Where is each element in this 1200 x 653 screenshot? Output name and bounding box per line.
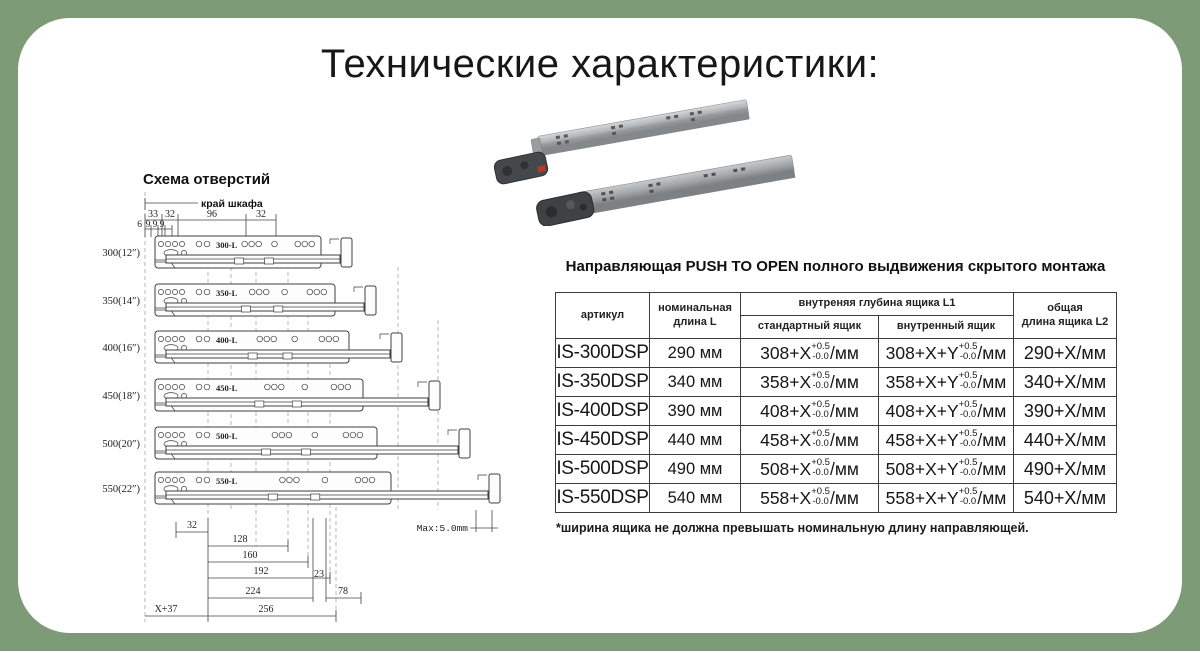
col-total-length-line2: длина ящика L2 (1021, 315, 1109, 328)
size-label: 350(14″) (102, 296, 140, 307)
content-panel (18, 18, 1182, 633)
slide-row (102, 472, 500, 504)
cell-standard-drawer: 508+X +0.5 -0.0 /мм (741, 455, 879, 484)
cell-article: IS-450DSP (556, 426, 650, 455)
size-label: 300(12″) (102, 248, 140, 259)
cell-inner-drawer: 408+X+Y +0.5 -0.0 /мм (879, 397, 1014, 426)
table-row (556, 426, 1117, 455)
tolerance-stack: +0.5 -0.0 (958, 457, 978, 479)
tolerance-stack: +0.5 -0.0 (811, 370, 830, 392)
cell-total-length: 540+X/мм (1014, 484, 1117, 513)
cell-inner-drawer: 558+X+Y +0.5 -0.0 /мм (879, 484, 1014, 513)
table-row (556, 484, 1117, 513)
cell-nominal-length: 440 мм (650, 426, 741, 455)
cell-article: IS-300DSP (556, 339, 650, 368)
size-label: 550(22″) (102, 484, 140, 495)
col-total-length (1014, 293, 1117, 339)
dim-max-gap: Max:5.0mm (416, 523, 468, 534)
diagram-title: Схема отверстий (143, 171, 271, 188)
cell-standard-drawer: 308+X +0.5 -0.0 /мм (741, 339, 879, 368)
table-row (556, 455, 1117, 484)
dim-b78: 78 (338, 586, 348, 597)
slide-row (102, 284, 376, 316)
dim-b160: 160 (242, 550, 258, 561)
cell-nominal-length: 340 мм (650, 368, 741, 397)
tolerance-stack: +0.5 -0.0 (811, 428, 830, 450)
col-inner-drawer: внутренный ящик (879, 316, 1014, 339)
slide-rail-bottom (569, 155, 796, 217)
slide-rows (102, 236, 500, 504)
bottom-dimensions (145, 510, 498, 622)
dim-b23: 23 (314, 569, 324, 580)
tolerance-stack: +0.5 -0.0 (811, 486, 830, 508)
dim-33: 33 (148, 209, 158, 220)
holes-diagram-svg (98, 170, 528, 648)
dim-x37: X+37 (154, 604, 178, 615)
tolerance-stack: +0.5 -0.0 (958, 341, 978, 363)
mounting-clip-right (535, 190, 595, 226)
cell-total-length: 340+X/мм (1014, 368, 1117, 397)
top-dimensions (137, 209, 276, 237)
table-row (556, 368, 1117, 397)
cell-nominal-length: 540 мм (650, 484, 741, 513)
spec-table (555, 292, 1117, 513)
cell-article: IS-550DSP (556, 484, 650, 513)
rail-label: 450-L (216, 383, 238, 393)
slide-rail-top (531, 100, 750, 158)
tolerance-stack: +0.5 -0.0 (811, 341, 830, 363)
tolerance-stack: +0.5 -0.0 (958, 399, 978, 421)
slide-row (102, 427, 470, 459)
cell-inner-drawer: 358+X+Y +0.5 -0.0 /мм (879, 368, 1014, 397)
tolerance-stack: +0.5 -0.0 (811, 399, 830, 421)
col-nominal-length-line1: номинальная (658, 301, 732, 314)
cell-standard-drawer: 408+X +0.5 -0.0 /мм (741, 397, 879, 426)
col-article: артикул (556, 293, 650, 339)
col-standard-drawer: стандартный ящик (741, 316, 879, 339)
dim-6: 6 (137, 220, 142, 230)
cell-standard-drawer: 458+X +0.5 -0.0 /мм (741, 426, 879, 455)
rail-label: 500-L (216, 431, 238, 441)
size-label: 450(18″) (102, 391, 140, 402)
tolerance-stack: +0.5 -0.0 (958, 428, 978, 450)
cell-article: IS-350DSP (556, 368, 650, 397)
col-nominal-length-line2: длина L (673, 315, 717, 328)
cell-article: IS-400DSP (556, 397, 650, 426)
cell-inner-drawer: 308+X+Y +0.5 -0.0 /мм (879, 339, 1014, 368)
cell-total-length: 290+X/мм (1014, 339, 1117, 368)
cell-nominal-length: 290 мм (650, 339, 741, 368)
cell-total-length: 440+X/мм (1014, 426, 1117, 455)
cell-nominal-length: 490 мм (650, 455, 741, 484)
size-label: 500(20″) (102, 439, 140, 450)
cell-inner-drawer: 458+X+Y +0.5 -0.0 /мм (879, 426, 1014, 455)
cell-article: IS-500DSP (556, 455, 650, 484)
cell-nominal-length: 390 мм (650, 397, 741, 426)
cell-total-length: 490+X/мм (1014, 455, 1117, 484)
cabinet-edge-label: край шкафа (201, 198, 263, 210)
cell-standard-drawer: 358+X +0.5 -0.0 /мм (741, 368, 879, 397)
tolerance-stack: +0.5 -0.0 (811, 457, 830, 479)
table-footnote: *ширина ящика не должна превышать номинальную длину направляющей. (556, 521, 1029, 535)
tolerance-stack: +0.5 -0.0 (958, 370, 978, 392)
dim-b224: 224 (245, 586, 261, 597)
dim-96: 96 (207, 209, 217, 220)
dim-b256: 256 (258, 604, 274, 615)
dim-9a: 9 (145, 220, 151, 230)
dim-9c: 9 (159, 220, 165, 230)
rail-label: 350-L (216, 288, 238, 298)
dim-9b: 9 (152, 220, 158, 230)
holes-diagram (98, 170, 528, 653)
tolerance-stack: +0.5 -0.0 (958, 486, 978, 508)
dim-b32: 32 (187, 520, 197, 531)
table-row (556, 339, 1117, 368)
size-label: 400(16″) (102, 343, 140, 354)
col-total-length-line1: общая (1047, 301, 1083, 314)
slide-row (102, 236, 352, 268)
cell-standard-drawer: 558+X +0.5 -0.0 /мм (741, 484, 879, 513)
cabinet-edge (145, 198, 263, 210)
cell-inner-drawer: 508+X+Y +0.5 -0.0 /мм (879, 455, 1014, 484)
spec-block (555, 258, 1116, 513)
dim-b128: 128 (232, 534, 248, 545)
rail-label: 400-L (216, 335, 238, 345)
dim-32a: 32 (165, 209, 175, 220)
slide-row (102, 379, 440, 411)
col-nominal-length (650, 293, 741, 339)
rail-label: 550-L (216, 476, 238, 486)
dim-32b: 32 (256, 209, 266, 220)
slide-row (102, 331, 402, 363)
cell-total-length: 390+X/мм (1014, 397, 1117, 426)
table-row (556, 397, 1117, 426)
dim-b192: 192 (253, 566, 269, 577)
col-inner-depth-group: внутреняя глубина ящика L1 (741, 293, 1014, 316)
page-title: Технические характеристики: (320, 42, 880, 86)
rail-label: 300-L (216, 240, 238, 250)
table-title: Направляющая PUSH TO OPEN полного выдвижения скрытого монтажа (565, 258, 1106, 275)
